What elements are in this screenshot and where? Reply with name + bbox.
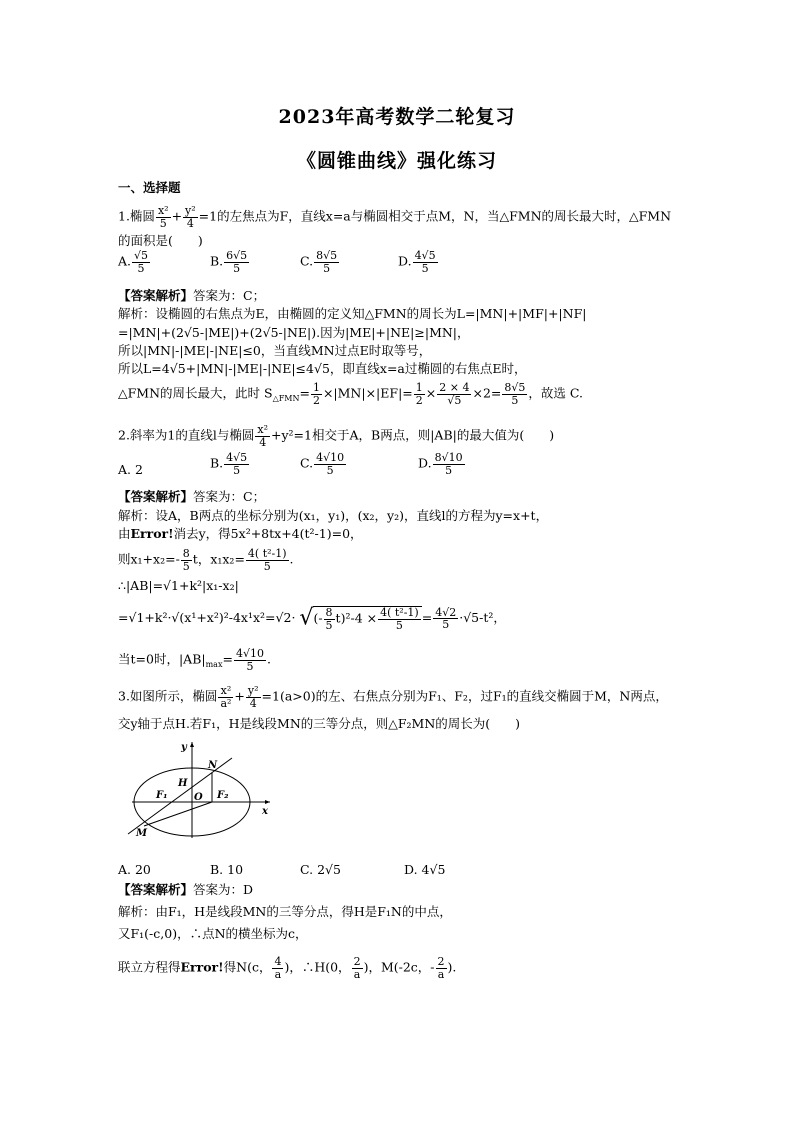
- q1-line1: 1.椭圆 $\frac{\text{x²}}{5}$ + $\frac{\text{y²}}{4}$ =1的左焦点为F，直线x=a与椭圆相交于点M，N，当△FMN的周长最大时，△FMN: [118, 204, 672, 230]
- q3-solution-3: 联立方程得Error!得N(c， $\frac{4}{a}$ )，∴H(0， $\frac{2}{a}$ )，M(-2c，- $\frac{2}{a}$ ).: [118, 955, 457, 981]
- q2-option-b: B. $\frac{4√5}{5}$: [210, 451, 248, 477]
- q2-line1: 2.斜率为1的直线l与椭圆 $\frac{\text{x²}}{4}$ +y²=1相交于A，B两点，则|AB|的最大值为( ): [118, 423, 555, 449]
- document-title: 2023年高考数学二轮复习: [278, 106, 516, 128]
- q1-option-d: D. $\frac{4√5}{5}$: [398, 249, 436, 275]
- label-x: x: [262, 806, 268, 817]
- q1-line2: 的面积是( ): [118, 233, 203, 248]
- fraction-y2-4: $\frac{\text{y²}}{4}$: [185, 204, 196, 230]
- q2-solution-2: 由Error!消去y，得5x²+8tx+4(t²-1)=0，: [118, 526, 363, 541]
- q3-solution-1: 解析：由F₁，H是线段MN的三等分点，得H是F₁N的中点，: [118, 904, 452, 919]
- segment-mf2: [144, 802, 212, 826]
- label-f1: F₁: [156, 790, 168, 801]
- q3-answer: 【答案解析】答案为：D: [118, 882, 254, 897]
- label-o: O: [194, 792, 203, 803]
- q1-option-c: C. $\frac{8√5}{5}$: [300, 249, 338, 275]
- q3-option-d: D. 4√5: [404, 862, 446, 877]
- q2-option-d: D. $\frac{8√10}{5}$: [418, 451, 463, 477]
- q2-option-a: A. 2: [118, 462, 143, 477]
- q3-option-a: A. 20: [118, 862, 151, 877]
- q3-line1: 3.如图所示，椭圆 $\frac{\text{x²}}{\text{a²}}$ + $\frac{\text{y²}}{4}$ =1(a>0)的左、右焦点分别为F₁、F₂，过F₁的直线交椭圆于M，N两点，: [118, 684, 668, 710]
- q2-answer: 【答案解析】答案为：C；: [118, 489, 266, 504]
- ellipse-figure: [124, 738, 274, 842]
- q1-option-b: B. $\frac{6√5}{5}$: [210, 249, 248, 275]
- q1-solution-5: △FMN的周长最大，此时 $S_{\triangle FMN}=$ $\frac{1}{2}$ ×|MN|×|EF|= $\frac{1}{2}$ × $\frac{2 \times 4}{√5}$ ×2= $\frac{8√5}{5}$ ，故选 C.: [118, 381, 583, 407]
- label-h: H: [178, 778, 188, 789]
- q2-solution-3: 则x₁+x₂=- $\frac{8}{5}$ t，x₁x₂= $\frac{\text{4( t²-1)}}{5}$ .: [118, 547, 294, 573]
- q1-solution-2: =|MN|+(2√5-|ME|)+(2√5-|NE|).因为|ME|+|NE|≥|MN|，: [118, 325, 470, 340]
- label-y: y: [181, 742, 187, 753]
- section-heading: 一、选择题: [118, 180, 181, 195]
- q3-option-c: C. 2√5: [300, 862, 341, 877]
- q2-solution-1: 解析：设A，B两点的坐标分别为(x₁，y₁)，(x₂，y₂)，直线l的方程为y=x+t，: [118, 508, 549, 523]
- document-subtitle: 《圆锥曲线》强化练习: [296, 150, 497, 172]
- q1-solution-3: 所以|MN|-|ME|-|NE|≤0，当直线MN过点E时取等号，: [118, 343, 432, 358]
- q1-solution-4: 所以L=4√5+|MN|-|ME|-|NE|≤4√5，即直线x=a过椭圆的右焦点E时，: [118, 361, 527, 376]
- q1-option-a: A. $\frac{√5}{5}$: [118, 249, 149, 275]
- q2-option-c: C. $\frac{4√10}{5}$: [300, 451, 345, 477]
- q3-solution-2: 又F₁(-c,0)，∴点N的横坐标为c，: [118, 926, 308, 941]
- label-n: N: [208, 760, 218, 771]
- q3-line2: 交y轴于点H.若F₁，H是线段MN的三等分点，则△F₂MN的周长为( ): [118, 716, 521, 731]
- q1-solution-1: 解析：设椭圆的右焦点为E，由椭圆的定义知△FMN的周长为L=|MN|+|MF|+|NF|: [118, 306, 587, 321]
- q1-answer: 【答案解析】答案为：C；: [118, 288, 266, 303]
- q2-solution-6: 当t=0时，$|AB|_{max}=$ $\frac{4√10}{5}$ .: [118, 647, 271, 673]
- q2-solution-4: ∴|AB|=√1+k²|x₁-x₂|: [118, 578, 239, 593]
- label-f2: F₂: [217, 790, 229, 801]
- q2-solution-5: =√1+k²·√(x¹+x²)²-4x¹x²=√2· √(- $\frac{8}{5}$ t)²-4 × $\frac{\text{4( t²-1)}}{5}$ = $\frac{4√2}{5}$ ·√5-t²，: [118, 605, 506, 632]
- q3-option-b: B. 10: [210, 862, 244, 877]
- label-m: M: [136, 828, 148, 839]
- fraction-x2-5: $\frac{\text{x²}}{5}$: [157, 204, 169, 230]
